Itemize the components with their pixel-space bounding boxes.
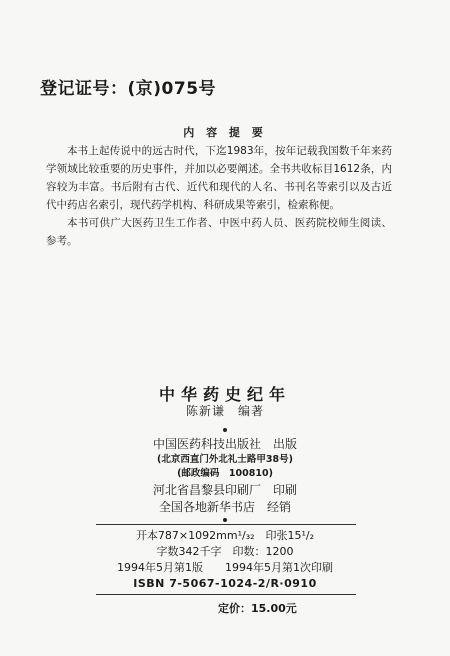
edition-spec: 1994年5月第1版 1994年5月第1次印刷 (117, 561, 333, 574)
book-author: 陈新谦 编著 (185, 404, 264, 418)
abstract-paragraph: 本书可供广大医药卫生工作者、中医中药人员、医药院校师生阅读、参考。 (46, 217, 392, 247)
wordcount-spec: 字数342千字 印数：1200 (156, 545, 294, 558)
publisher-postcode: (邮政编码 100810) (177, 468, 273, 479)
publisher-name: 中国医药科技出版社 出版 (152, 437, 297, 451)
divider-line (96, 524, 356, 525)
separator-dot (223, 518, 227, 522)
book-title: 中华药史纪年 (158, 385, 291, 404)
printer: 河北省昌黎县印刷厂 印刷 (152, 483, 297, 497)
isbn: ISBN 7-5067-1024-2/R·0910 (133, 577, 317, 590)
abstract-paragraph: 本书上起传说中的远古时代，下迄1983年，按年记载我国数千年来药学领域比较重要的历史事件，并加以必要阐述。全书共收标目1612条，内容较为丰富。书后附有古代、近代和现代的人名、书刊名等索引以及古近代中药店名索引，现代药学机构、科研成果等索引，检索称便。 (46, 145, 392, 211)
price: 定价：15.00元 (218, 602, 297, 615)
publisher-address: (北京西直门外北礼士路甲38号) (157, 454, 293, 465)
separator-dot (223, 428, 227, 432)
abstract-title: 内 容 提 要 (183, 126, 267, 139)
abstract-body (46, 142, 392, 250)
registration-number: 登记证号：(京)075号 (40, 79, 217, 99)
distributor: 全国各地新华书店 经销 (158, 500, 291, 514)
divider-line (96, 594, 356, 595)
format-spec: 开本787×1092mm¹/₃₂ 印张15¹/₂ (135, 529, 315, 542)
